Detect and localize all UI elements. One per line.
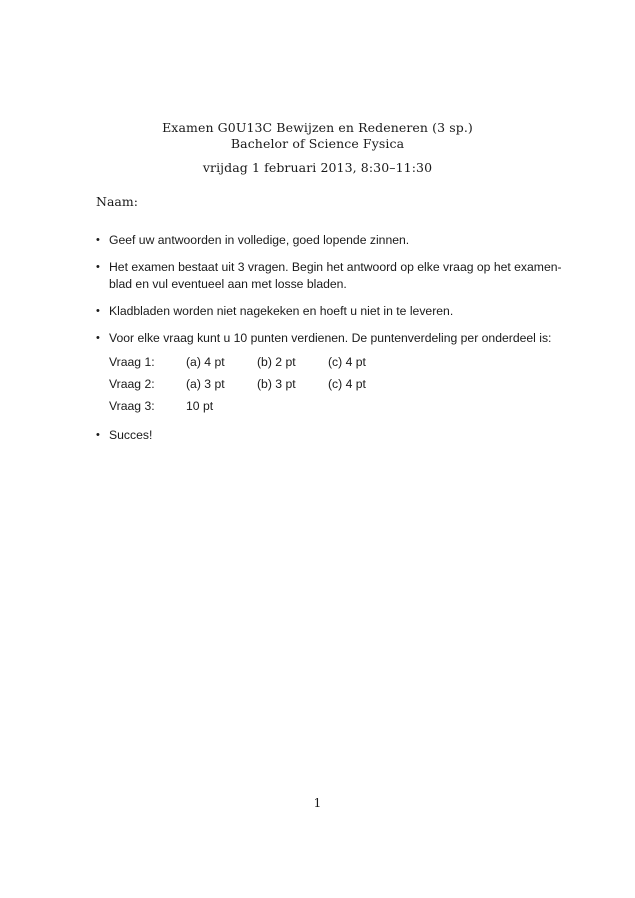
part-b-points: (b) 3 pt bbox=[257, 376, 296, 391]
bullet-icon: • bbox=[96, 305, 100, 317]
exam-title: Examen G0U13C Bewijzen en Redeneren (3 sp.) bbox=[162, 120, 473, 135]
bullet-icon: • bbox=[96, 429, 100, 441]
instruction-item bbox=[96, 232, 572, 249]
table-row bbox=[109, 395, 388, 417]
bullet-icon: • bbox=[96, 332, 100, 344]
instruction-item bbox=[96, 427, 572, 444]
exam-date: vrijdag 1 februari 2013, 8:30–11:30 bbox=[202, 160, 433, 175]
program-subtitle: Bachelor of Science Fysica bbox=[230, 136, 405, 151]
part-a-points: (a) 4 pt bbox=[186, 354, 225, 369]
part-b-points bbox=[257, 395, 328, 417]
part-c-points bbox=[328, 395, 388, 417]
question-label: Vraag 3: bbox=[109, 398, 155, 413]
question-label: Vraag 2: bbox=[109, 376, 155, 391]
instructions-list bbox=[96, 232, 572, 454]
instruction-text: Succes! bbox=[109, 428, 153, 442]
bullet-icon: • bbox=[96, 261, 100, 273]
page-number: 1 bbox=[313, 796, 322, 810]
instruction-item bbox=[96, 330, 572, 417]
instruction-text: Het examen bestaat uit 3 vragen. Begin het antwoord op elke vraag op het examen-blad en vul eventueel aan met losse bladen. bbox=[109, 260, 562, 291]
instruction-text: Kladbladen worden niet nagekeken en hoeft u niet in te leveren. bbox=[109, 304, 454, 318]
table-row bbox=[109, 351, 388, 373]
table-row bbox=[109, 373, 388, 395]
part-b-points: (b) 2 pt bbox=[257, 354, 296, 369]
instruction-text: Geef uw antwoorden in volledige, goed lopende zinnen. bbox=[109, 233, 410, 247]
instruction-item bbox=[96, 303, 572, 320]
part-a-points: (a) 3 pt bbox=[186, 376, 225, 391]
name-label: Naam: bbox=[96, 194, 138, 209]
total-points: 10 pt bbox=[186, 398, 214, 413]
bullet-icon: • bbox=[96, 234, 100, 246]
points-distribution-table bbox=[109, 351, 388, 417]
question-label: Vraag 1: bbox=[109, 354, 155, 369]
instruction-text: Voor elke vraag kunt u 10 punten verdienen. De puntenverdeling per onderdeel is: bbox=[109, 331, 552, 345]
part-c-points: (c) 4 pt bbox=[328, 376, 366, 391]
instruction-item bbox=[96, 259, 572, 293]
part-c-points: (c) 4 pt bbox=[328, 354, 366, 369]
